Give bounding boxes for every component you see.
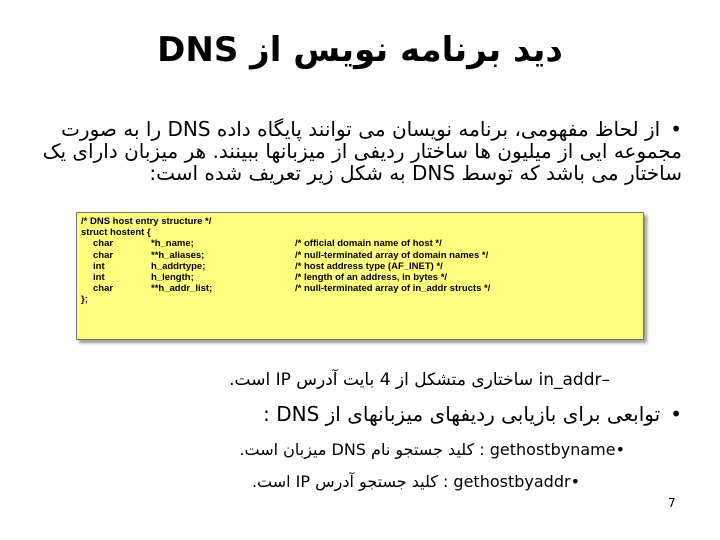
code-field-name: **h_aliases;: [151, 249, 205, 261]
code-field-row: [81, 250, 639, 261]
code-field-type: char: [93, 238, 114, 250]
main-bullet: [42, 118, 682, 218]
code-field-comment: /* official domain name of host */: [295, 238, 442, 250]
bullet-dot: •: [670, 402, 682, 426]
code-struct-decl: struct hostent {: [81, 227, 151, 239]
code-field-row: [81, 283, 639, 294]
code-field-comment: /* null-terminated array of domain names */: [295, 249, 489, 261]
code-field-row: [81, 261, 639, 272]
code-field-type: int: [93, 271, 105, 283]
functions-bullet-text: توابعی برای بازیابی ردیفهای میزبانهای از DNS :: [263, 402, 661, 426]
code-line: [81, 216, 639, 227]
code-field-comment: /* length of an address, in bytes */: [295, 271, 448, 283]
code-struct-end: };: [81, 294, 88, 306]
gethostbyaddr-item: [252, 472, 580, 491]
bullet-dot: •: [670, 118, 682, 141]
code-field-row: [81, 272, 639, 283]
code-field-type: char: [93, 283, 114, 295]
code-field-name: *h_name;: [151, 238, 194, 250]
code-field-type: int: [93, 260, 105, 272]
gethostbyname-item: [239, 440, 625, 459]
code-field-row: [81, 238, 639, 249]
page-number: 7: [668, 496, 676, 510]
code-header-comment: /* DNS host entry structure */: [81, 216, 212, 227]
code-field-name: h_addrtype;: [151, 260, 206, 272]
code-field-name: **h_addr_list;: [151, 283, 213, 295]
code-field-comment: /* host address type (AF_INET) */: [295, 260, 443, 272]
code-line: [81, 227, 639, 238]
code-field-name: h_length;: [151, 271, 194, 283]
functions-bullet: [263, 402, 682, 426]
bullet-dot: •: [570, 472, 580, 491]
slide-title: دید برنامه نویس از DNS: [157, 30, 563, 70]
gethostbyaddr-text: gethostbyaddr : کلید جستجو آدرس IP است.: [251, 472, 571, 491]
code-field-type: char: [93, 249, 114, 261]
bullet-dot: •: [615, 440, 625, 459]
code-box: [76, 212, 644, 340]
in-addr-note: –in_addr ساختاری متشکل از 4 بایت آدرس IP است.: [229, 370, 610, 390]
code-line: [81, 294, 639, 305]
gethostbyname-text: gethostbyname : کلید جستجو نام DNS میزبان است.: [239, 440, 616, 459]
code-field-comment: /* null-terminated array of in_addr structs */: [295, 283, 491, 295]
main-bullet-text: از لحاظ مفهومی، برنامه نویسان می توانند پایگاه داده DNS را به صورت مجموعه ایی از میلیون ها ساختار ردیفی از میزبانها ببینند. هر میزبان دارای یک ساختار می باشد که توسط DNS به شکل زیر تعریف شده است:: [42, 118, 682, 185]
